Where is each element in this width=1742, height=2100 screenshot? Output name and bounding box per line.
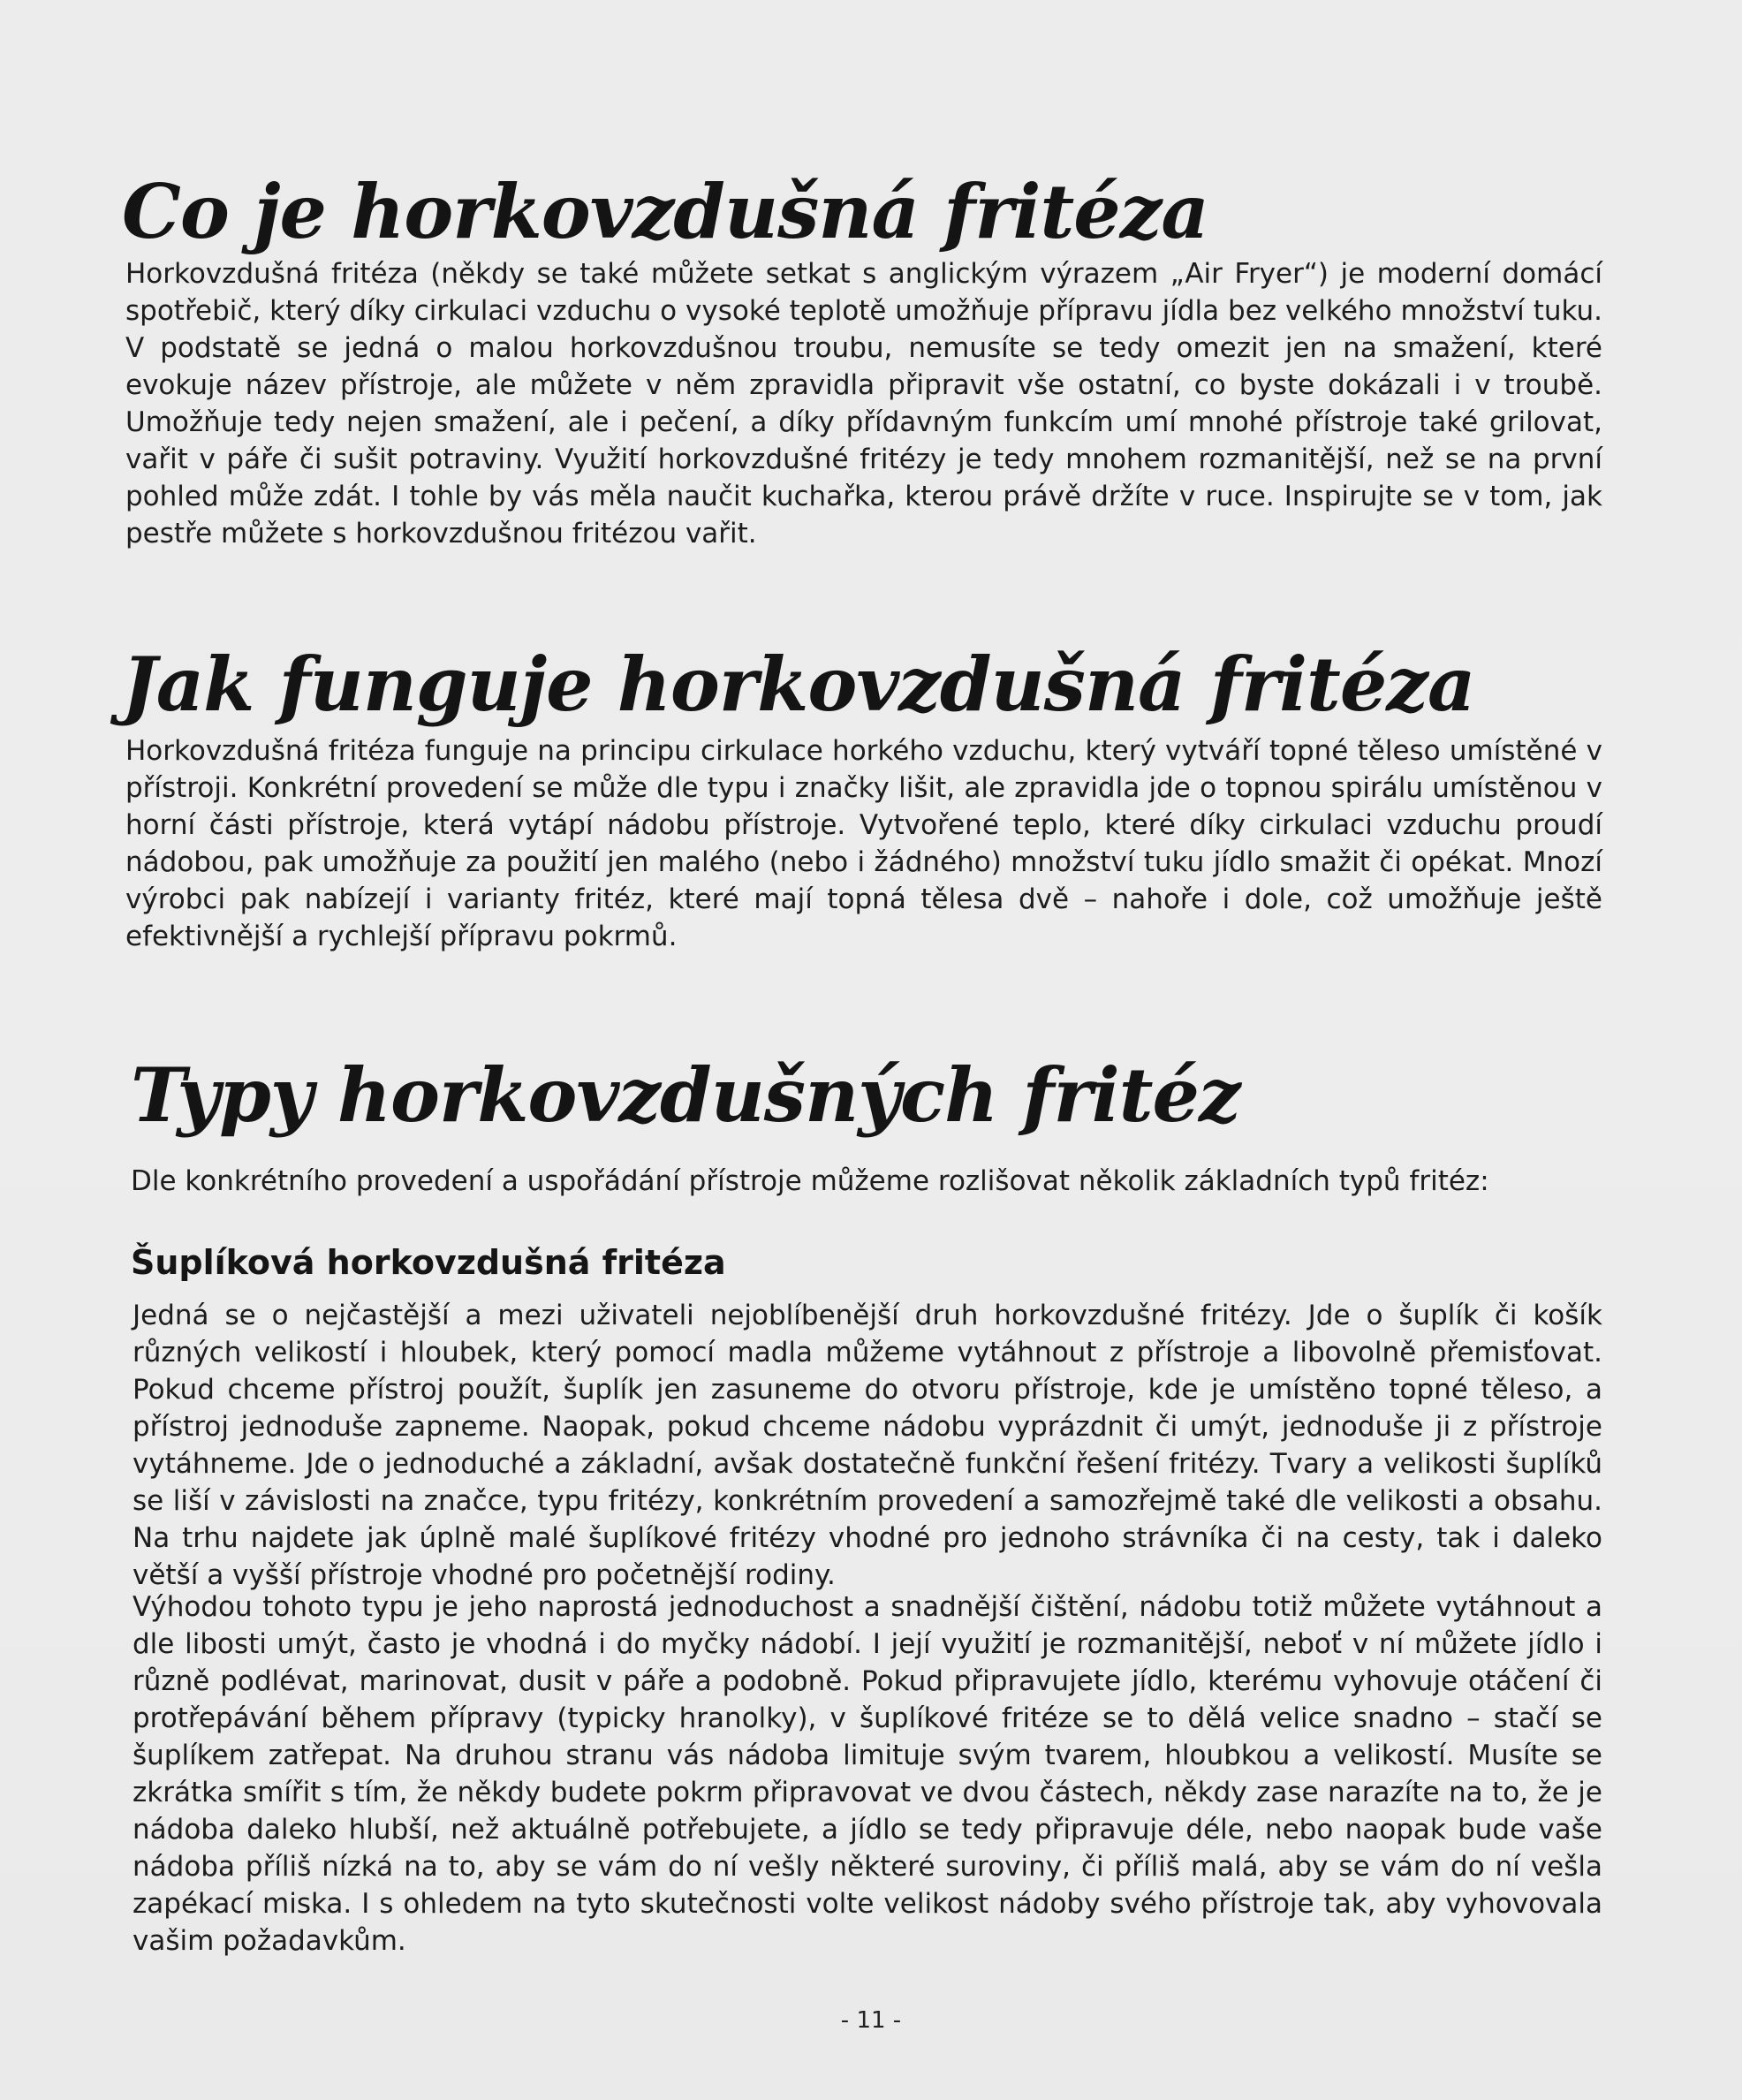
page-number: - 11 - <box>840 2007 902 2034</box>
section-paragraph-what-is: Horkovzdušná fritéza (někdy se také můžete setkat s anglickým výrazem „Air Fryer“) je moderní domácí spotřebič, který díky cirkulaci vzduchu o vysoké teplotě umožňuje přípravu jídla bez velkého množství tuku. V podstatě se jedná o malou horkovzdušnou troubu, nemusíte se tedy omezit jen na smažení, které evokuje název přístroje, ale můžete v něm zpravidla připravit vše ostatní, co byste dokázali i v troubě. Umožňuje tedy nejen smažení, ale i pečení, a díky přídavným funkcím umí mnohé přístroje také grilovat, vařit v páře či sušit potraviny. Využití horkovzdušné fritézy je tedy mnohem rozmanitější, než se na první pohled může zdát. I tohle by vás měla naučit kuchařka, kterou právě držíte v ruce. Inspirujte se v tom, jak pestře můžete s horkovzdušnou fritézou vařit. <box>125 258 1602 550</box>
section-intro-types: Dle konkrétního provedení a uspořádání přístroje můžeme rozlišovat několik základních typů fritéz: <box>131 1165 1489 1197</box>
section-title-types: Typy horkovzdušných fritéz <box>131 1051 1240 1139</box>
section-paragraph-how-it-works: Horkovzdušná fritéza funguje na principu cirkulace horkého vzduchu, který vytváří topné těleso umístěné v přístroji. Konkrétní provedení se může dle typu i značky lišit, ale zpravidla jde o topnou spirálu umístěnou v horní části přístroje, která vytápí nádobu přístroje. Vytvořené teplo, které díky cirkulaci vzduchu proudí nádobou, pak umožňuje za použití jen malého (nebo i žádného) množství tuku jídlo smažit či opékat. Mnozí výrobci pak nabízejí i varianty fritéz, které mají topná tělesa dvě – nahoře i dole, což umožňuje ještě efektivnější a rychlejší přípravu pokrmů. <box>125 735 1602 952</box>
subsection-paragraph-2: Výhodou tohoto typu je jeho naprostá jednoduchost a snadnější čištění, nádobu totiž můžete vytáhnout a dle libosti umýt, často je vhodná i do myčky nádobí. I její využití je rozmanitější, neboť v ní můžete jídlo i různě podlévat, marinovat, dusit v páře a podobně. Pokud připravujete jídlo, kterému vyhovuje otáčení či protřepávání během přípravy (typicky hranolky), v šuplíkové fritéze se to dělá velice snadno – stačí se šuplíkem zatřepat. Na druhou stranu vás nádoba limituje svým tvarem, hloubkou a velikostí. Musíte se zkrátka smířit s tím, že někdy budete pokrm připravovat ve dvou částech, někdy zase narazíte na to, že je nádoba daleko hlubší, než aktuálně potřebujete, a jídlo se tedy připravuje déle, nebo naopak bude vaše nádoba příliš nízká na to, aby se vám do ní vešly některé suroviny, či příliš malá, aby se vám do ní vešla zapékací miska. I s ohledem na tyto skutečnosti volte velikost nádoby svého přístroje tak, aby vyhovovala vašim požadavkům. <box>133 1591 1602 1957</box>
subsection-paragraph-1: Jedná se o nejčastější a mezi uživateli nejoblíbenější druh horkovzdušné fritézy. Jde o šuplík či košík různých velikostí i hloubek, který pomocí madla můžeme vytáhnout z přístroje a libovolně přemisťovat. Pokud chceme přístroj použít, šuplík jen zasuneme do otvoru přístroje, kde je umístěno topné těleso, a přístroj jednoduše zapneme. Naopak, pokud chceme nádobu vyprázdnit či umýt, jednoduše ji z přístroje vytáhneme. Jde o jednoduché a základní, avšak dostatečně funkční řešení fritézy. Tvary a velikosti šuplíků se liší v závislosti na značce, typu fritézy, konkrétním provedení a samozřejmě také dle velikosti a obsahu. Na trhu najdete jak úplně malé šuplíkové fritézy vhodné pro jednoho strávníka či na cesty, tak i daleko větší a vyšší přístroje vhodné pro početnější rodiny. <box>133 1300 1602 1591</box>
subsection-title-drawer-fryer: Šuplíková horkovzdušná fritéza <box>131 1243 726 1282</box>
section-title-what-is: Co je horkovzdušná fritéza <box>122 168 1208 255</box>
section-title-how-it-works: Jak funguje horkovzdušná fritéza <box>122 641 1475 728</box>
